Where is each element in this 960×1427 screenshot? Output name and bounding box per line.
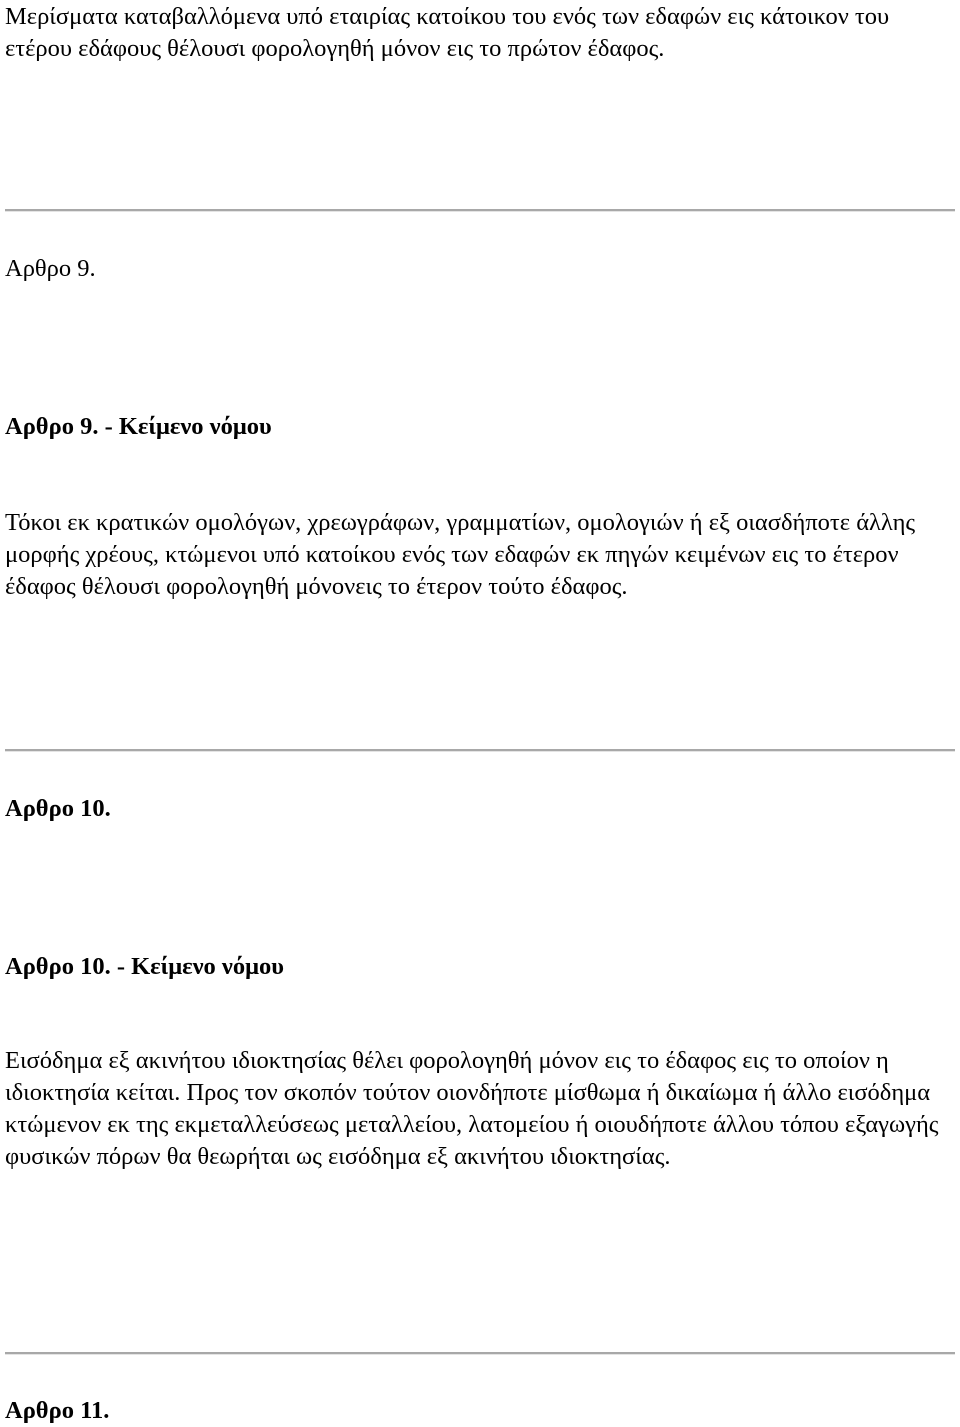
intro-paragraph: Μερίσματα καταβαλλόμενα υπό εταιρίας κατοίκου του ενός των εδαφών εις κάτοικον του ετέρου εδάφους θέλουσι φορολογηθή μόνον εις το πρώτον έδαφος. [5,3,890,62]
article-10-title: Αρθρο 10. [5,795,111,822]
article-10-subtitle: Αρθρο 10. - Κείμενο νόμου [5,953,284,980]
section-divider [5,209,955,212]
section-divider [5,1352,955,1355]
article-9-title: Αρθρο 9. [5,255,96,282]
article-10-body: Εισόδημα εξ ακινήτου ιδιοκτησίας θέλει φορολογηθή μόνον εις το έδαφος εις το οποίον η ιδιοκτησία κείται. Προς τον σκοπόν τούτον οιονδήποτε μίσθωμα ή δικαίωμα ή άλλο εισόδημα κτώμενον εκ της εκμεταλλεύσεως μεταλλείου, λατομείου ή οιουδήποτε άλλου τόπου εξαγωγής φυσικών πόρων θα θεωρήται ως εισόδημα εξ ακινήτου ιδιοκτησίας. [5,1047,939,1170]
article-9-body: Τόκοι εκ κρατικών ομολόγων, χρεωγράφων, γραμματίων, ομολογιών ή εξ οιασδήποτε άλλης μορφής χρέους, κτώμενοι υπό κατοίκου ενός των εδαφών εκ πηγών κειμένων εις το έτερον έδαφος θέλουσι φορολογηθή μόνονεις το έτερον τούτο έδαφος. [5,509,916,600]
article-11-title: Αρθρο 11. [5,1397,110,1424]
article-9-subtitle: Αρθρο 9. - Κείμενο νόμου [5,413,272,440]
section-divider [5,749,955,752]
